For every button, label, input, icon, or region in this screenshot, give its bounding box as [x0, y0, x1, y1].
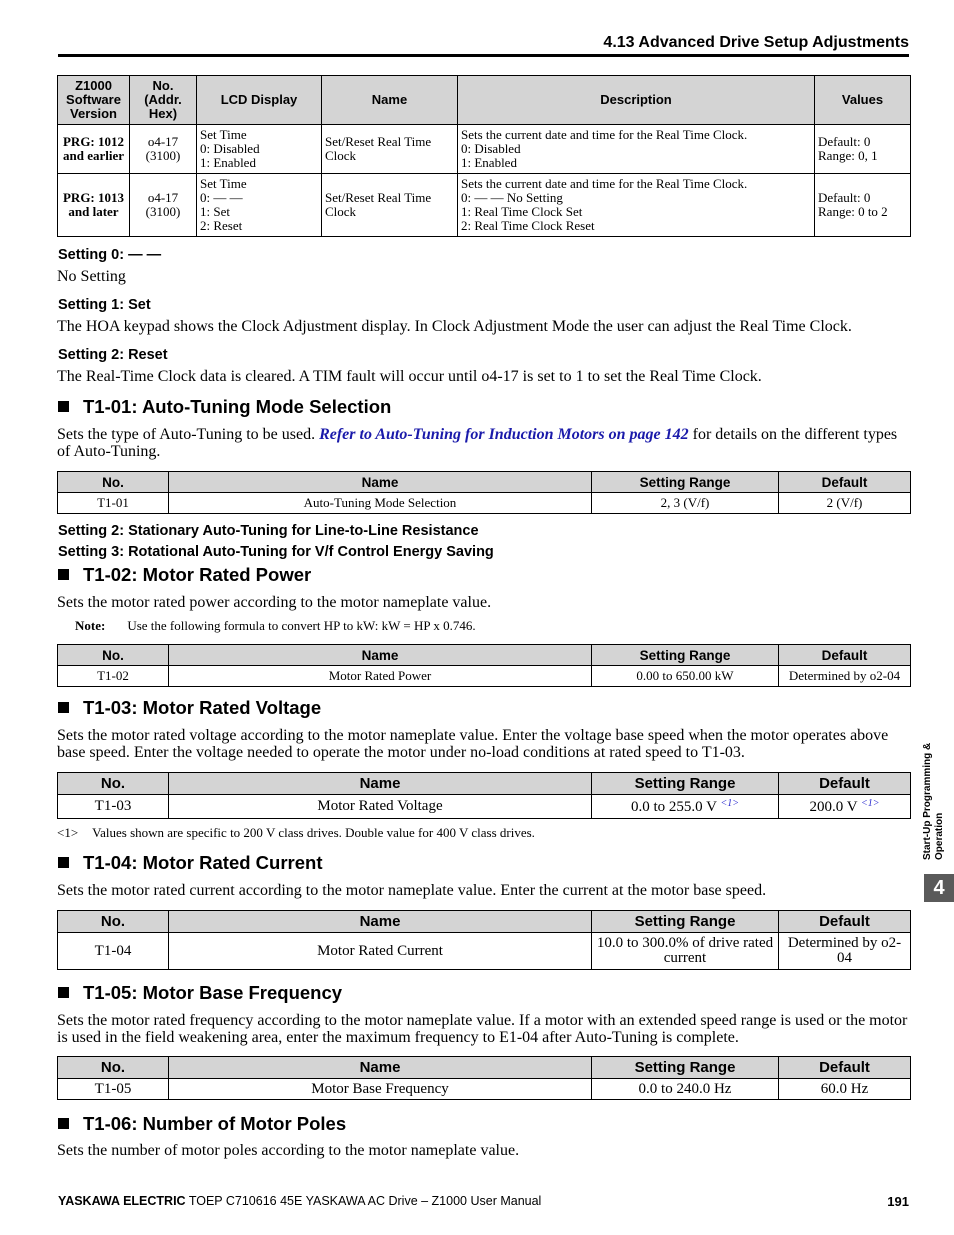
values-cell: [815, 174, 911, 237]
t1-03-description: Sets the motor rated voltage according to the motor nameplate value. Enter the voltage base speed when the motor operates above base speed. Enter the voltage needed to operate the motor under no-load conditions at rated speed to T1-03.: [57, 727, 889, 761]
param-number: T1-05: [58, 1079, 169, 1100]
table-row: [58, 174, 911, 237]
col-header: No. (Addr. Hex): [130, 76, 197, 125]
page-footer: [58, 1194, 541, 1208]
setting-0-heading: Setting 0: — —: [58, 247, 162, 263]
t1-01-text-after: for details on the different types of Auto-Tuning.: [57, 426, 898, 460]
param-name: Motor Rated Current: [169, 933, 592, 970]
col-header: Values: [815, 76, 911, 125]
footnote-label: <1>: [57, 825, 79, 840]
col-header-range: Setting Range: [592, 472, 779, 493]
col-header: Z1000 Software Version: [58, 76, 130, 125]
description-cell: [458, 174, 815, 237]
col-header-name: Name: [169, 1057, 592, 1079]
value-line: Range: 0, 1: [818, 148, 878, 163]
col-header-no: No.: [58, 472, 169, 493]
col-header-range: Setting Range: [592, 773, 779, 795]
t1-03-footnote: [57, 825, 535, 841]
name-cell: Set/Reset Real Time Clock: [322, 174, 458, 237]
desc-line: 2: Real Time Clock Reset: [461, 218, 595, 233]
t1-03-heading: [58, 697, 321, 719]
t1-04-description: Sets the motor rated current according to the motor nameplate value. Enter the current at the motor base speed.: [57, 882, 767, 899]
param-address: (3100): [145, 148, 181, 163]
t1-01-parameter-table: [57, 471, 911, 514]
param-name: Motor Base Frequency: [169, 1079, 592, 1100]
param-default: Determined by o2-04: [779, 666, 911, 687]
auto-tuning-page-link[interactable]: Refer to Auto-Tuning for Induction Motors on page 142: [319, 426, 689, 443]
t1-01-text-before: Sets the type of Auto-Tuning to be used.: [57, 426, 320, 443]
t1-05-title: T1-05: Motor Base Frequency: [83, 982, 343, 1003]
page-number: 191: [887, 1194, 909, 1209]
param-number-cell: [130, 174, 197, 237]
section-bullet-icon: [58, 857, 69, 868]
section-bullet-icon: [58, 1118, 69, 1129]
col-header: LCD Display: [197, 76, 322, 125]
setting-0-text: No Setting: [57, 268, 126, 285]
section-bullet-icon: [58, 401, 69, 412]
t1-02-parameter-table: [57, 644, 911, 687]
table-row: [58, 933, 911, 970]
lcd-cell: [197, 125, 322, 174]
t1-01-description: [57, 426, 913, 460]
note-text: Use the following formula to convert HP to kW: kW = HP x 0.746.: [127, 618, 476, 633]
col-header-range: Setting Range: [592, 1057, 779, 1079]
col-header-name: Name: [169, 472, 592, 493]
name-cell: Set/Reset Real Time Clock: [322, 125, 458, 174]
table-header-row: [58, 773, 911, 795]
footer-doc: TOEP C710616 45E YASKAWA AC Drive – Z1000 User Manual: [185, 1194, 542, 1208]
lcd-line: 1: Set: [200, 204, 230, 219]
table-row: [58, 795, 911, 819]
lcd-line: 0: Disabled: [200, 141, 260, 156]
t1-05-parameter-table: [57, 1056, 911, 1100]
chapter-side-tab-label: [922, 735, 950, 860]
col-header-name: Name: [169, 773, 592, 795]
lcd-line: Set Time: [200, 127, 247, 142]
version-cell: PRG: 1012 and earlier: [58, 125, 130, 174]
param-number: o4-17: [147, 134, 179, 149]
t1-02-note: [75, 618, 476, 634]
col-header-default: Default: [779, 645, 911, 666]
values-cell: [815, 125, 911, 174]
param-address: (3100): [145, 204, 181, 219]
desc-line: Sets the current date and time for the Real Time Clock.: [461, 176, 748, 191]
t1-05-heading: [58, 982, 342, 1004]
chapter-number-tab: 4: [924, 874, 954, 902]
param-range-cell: [592, 795, 779, 819]
col-header-no: No.: [58, 911, 169, 933]
param-range: 0.00 to 650.00 kW: [592, 666, 779, 687]
param-default: 60.0 Hz: [779, 1079, 911, 1100]
table-row: [58, 493, 911, 514]
param-number: o4-17: [147, 190, 179, 205]
t1-02-title: T1-02: Motor Rated Power: [83, 564, 312, 585]
table-header-row: [58, 76, 911, 125]
value-line: Default: 0: [818, 134, 871, 149]
param-default: 2 (V/f): [779, 493, 911, 514]
o4-17-parameter-table: [57, 75, 911, 237]
desc-line: 1: Enabled: [461, 155, 517, 170]
t1-02-description: Sets the motor rated power according to the motor nameplate value.: [57, 594, 492, 611]
col-header-default: Default: [779, 472, 911, 493]
t1-06-title: T1-06: Number of Motor Poles: [83, 1113, 347, 1134]
param-range: 0.0 to 255.0 V: [631, 798, 717, 815]
param-range: 2, 3 (V/f): [592, 493, 779, 514]
col-header-no: No.: [58, 645, 169, 666]
section-bullet-icon: [58, 987, 69, 998]
section-header-title: 4.13 Advanced Drive Setup Adjustments: [603, 34, 909, 51]
desc-line: 0: Disabled: [461, 141, 521, 156]
desc-line: 0: — — No Setting: [461, 190, 563, 205]
lcd-cell: [197, 174, 322, 237]
header-rule: [58, 54, 909, 57]
param-number: T1-01: [58, 493, 169, 514]
param-default-cell: [779, 795, 911, 819]
table-header-row: [58, 911, 911, 933]
t1-01-title: T1-01: Auto-Tuning Mode Selection: [83, 396, 392, 417]
param-number-cell: [130, 125, 197, 174]
value-line: Default: 0: [818, 190, 871, 205]
col-header: Name: [322, 76, 458, 125]
col-header-default: Default: [779, 1057, 911, 1079]
col-header-no: No.: [58, 773, 169, 795]
lcd-line: Set Time: [200, 176, 247, 191]
param-name: Motor Rated Power: [169, 666, 592, 687]
t1-04-parameter-table: [57, 910, 911, 970]
param-range: 0.0 to 240.0 Hz: [592, 1079, 779, 1100]
param-number: T1-02: [58, 666, 169, 687]
table-header-row: [58, 645, 911, 666]
lcd-line: 0: — —: [200, 190, 243, 205]
footer-brand: YASKAWA ELECTRIC: [58, 1194, 186, 1208]
table-header-row: [58, 472, 911, 493]
param-range: 10.0 to 300.0% of drive rated current: [592, 933, 779, 970]
setting-2-heading: Setting 2: Reset: [58, 347, 168, 363]
param-number: T1-04: [58, 933, 169, 970]
param-default: Determined by o2-04: [779, 933, 911, 970]
t1-01-heading: [58, 396, 391, 418]
footnote-ref-link[interactable]: <1>: [861, 797, 880, 809]
t1-06-description: Sets the number of motor poles according to the motor nameplate value.: [57, 1142, 520, 1159]
col-header-name: Name: [169, 911, 592, 933]
col-header-default: Default: [779, 773, 911, 795]
col-header-default: Default: [779, 911, 911, 933]
col-header: Description: [458, 76, 815, 125]
section-bullet-icon: [58, 702, 69, 713]
col-header-range: Setting Range: [592, 645, 779, 666]
t1-01-setting-2: Setting 2: Stationary Auto-Tuning for Line-to-Line Resistance: [58, 523, 479, 539]
setting-1-text: The HOA keypad shows the Clock Adjustment display. In Clock Adjustment Mode the user can adjust the Real Time Clock.: [57, 318, 852, 335]
value-line: Range: 0 to 2: [818, 204, 888, 219]
col-header-no: No.: [58, 1057, 169, 1079]
param-name: Motor Rated Voltage: [169, 795, 592, 819]
desc-line: Sets the current date and time for the Real Time Clock.: [461, 127, 748, 142]
t1-03-title: T1-03: Motor Rated Voltage: [83, 697, 322, 718]
t1-04-title: T1-04: Motor Rated Current: [83, 852, 323, 873]
description-cell: [458, 125, 815, 174]
t1-05-description: Sets the motor rated frequency according to the motor nameplate value. If a motor with an extended speed range is used or the motor is used in the field weakening area, enter the maximum frequency to E1-04 after Auto-Tuning is complete.: [57, 1012, 908, 1046]
table-row: [58, 666, 911, 687]
table-row: [58, 1079, 911, 1100]
param-default: 200.0 V: [809, 798, 858, 815]
t1-01-setting-3: Setting 3: Rotational Auto-Tuning for V/f Control Energy Saving: [58, 544, 494, 560]
t1-02-heading: [58, 564, 311, 586]
lcd-line: 2: Reset: [200, 218, 243, 233]
lcd-line: 1: Enabled: [200, 155, 256, 170]
chapter-side-tab-text: Start-Up Programming & Operation: [922, 742, 945, 860]
footnote-ref-link[interactable]: <1>: [720, 797, 739, 809]
footnote-text: Values shown are specific to 200 V class drives. Double value for 400 V class drives.: [92, 825, 535, 840]
table-header-row: [58, 1057, 911, 1079]
t1-06-heading: [58, 1113, 346, 1135]
table-row: [58, 125, 911, 174]
col-header-range: Setting Range: [592, 911, 779, 933]
setting-2-text: The Real-Time Clock data is cleared. A TIM fault will occur until o4-17 is set to 1 to set the Real Time Clock.: [57, 368, 762, 385]
section-bullet-icon: [58, 569, 69, 580]
t1-04-heading: [58, 852, 323, 874]
t1-03-parameter-table: [57, 772, 911, 819]
col-header-name: Name: [169, 645, 592, 666]
param-name: Auto-Tuning Mode Selection: [169, 493, 592, 514]
note-label: Note:: [75, 618, 106, 633]
desc-line: 1: Real Time Clock Set: [461, 204, 583, 219]
version-cell: PRG: 1013 and later: [58, 174, 130, 237]
param-number: T1-03: [58, 795, 169, 819]
setting-1-heading: Setting 1: Set: [58, 297, 151, 313]
